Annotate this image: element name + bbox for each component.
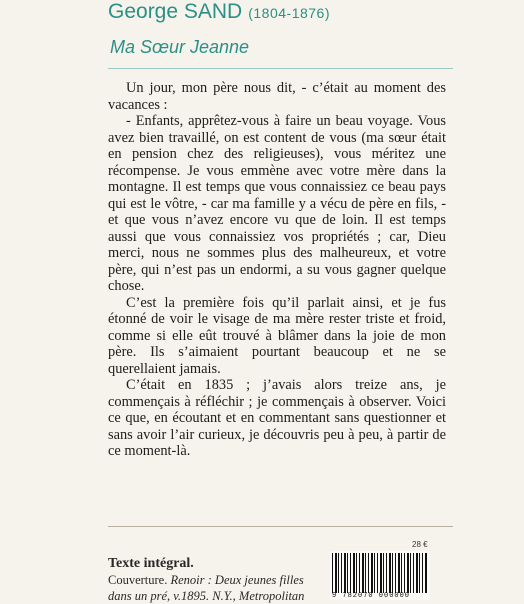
excerpt-text xyxy=(108,80,446,460)
paragraph-3: C’est la première fois qu’il parlait ainsi, et je fus étonné de voir le visage de ma mère rester triste et froid, comme si elle eût trouvé à blâmer dans la joie de mon père. Ils s’aimaient pourtant beaucoup et ne se querellaient jamais. xyxy=(108,294,446,377)
cover-prefix: Couverture. xyxy=(108,573,168,587)
cover-artist: Renoir : xyxy=(170,573,212,587)
integral-text-label: Texte intégral. xyxy=(108,556,194,571)
header-divider xyxy=(108,68,453,69)
footer-divider xyxy=(108,526,453,527)
barcode-bars xyxy=(332,553,428,593)
header xyxy=(0,0,524,72)
book-title: Ma Sœur Jeanne xyxy=(110,37,250,57)
cover-credit-line-1 xyxy=(108,572,328,588)
author-name: George SAND xyxy=(108,0,243,23)
paragraph-4: C’était en 1835 ; j’avais alors treize ans, je commençais à réfléchir ; je commençais à observer. Voici ce que, en écoutant et en commentant sans questionner et sans avoir l’air curieux, je découvris peu à peu, à partir de ce moment-là. xyxy=(108,377,446,459)
paragraph-1: Un jour, mon père nous dit, - c’était au moment des vacances : xyxy=(108,80,446,113)
cover-work: Deux jeunes filles xyxy=(214,573,304,587)
paragraph-2: - Enfants, apprêtez-vous à faire un beau voyage. Vous avez bien travaillé, on est content de vous (ma sœur était en pension chez des religieuses), vous méritez une récompense. Je vous emmène avec votre mère dans la montagne. Il est temps que vous connaissiez ce beau pays qui est le vôtre, - car ma famille y a vécu de père en fils, - et que vous n’avez encore vu que de loin. Il est temps aussi que vous connaissiez vos propriétés ; car, Dieu merci, nous ne sommes plus des malheureux, et votre père, qui n’est pas un endormi, a su vous gagner quelque chose. xyxy=(108,113,446,294)
author-dates: (1804-1876) xyxy=(248,5,331,21)
barcode-digits: 9 782070 000000 xyxy=(332,592,411,600)
price-label: 28 € xyxy=(412,540,428,549)
cover-credit-line-2: dans un pré, v.1895. N.Y., Metropolitan xyxy=(108,589,305,603)
author-line xyxy=(108,0,330,25)
credits xyxy=(108,556,328,604)
barcode xyxy=(330,551,430,600)
